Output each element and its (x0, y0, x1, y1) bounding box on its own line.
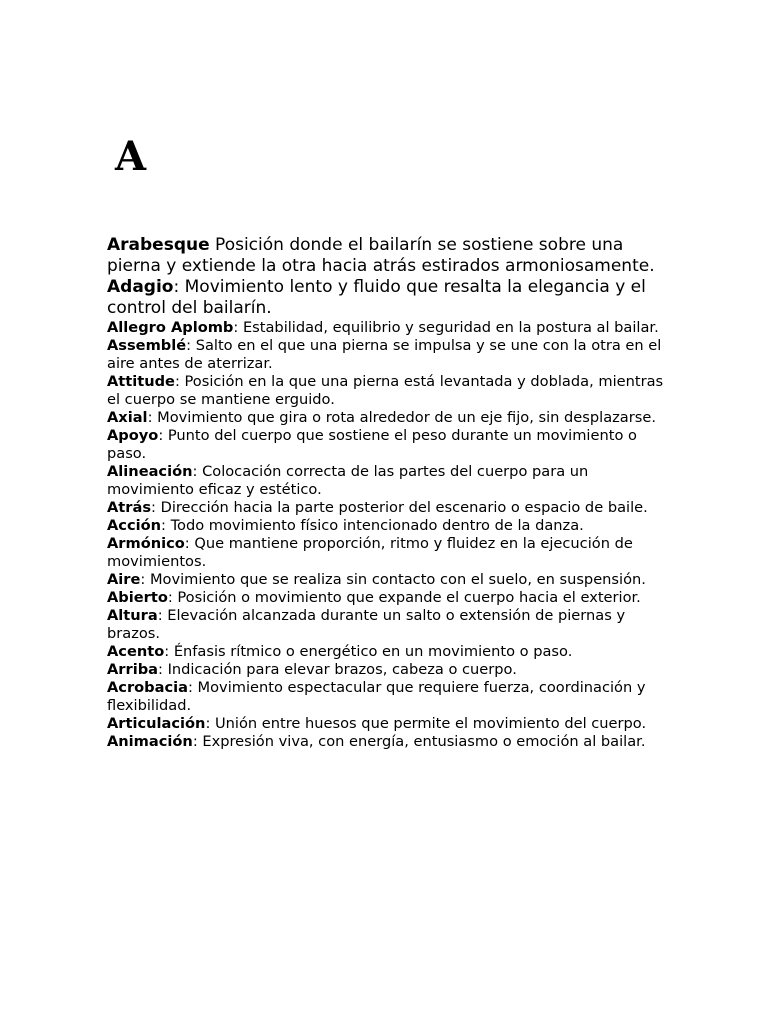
glossary-definition: Énfasis rítmico o energético en un movimiento o paso. (173, 643, 573, 660)
glossary-term: Animación (107, 733, 193, 750)
glossary-term: Arabesque (107, 235, 210, 255)
glossary-entry: Acrobacia: Movimiento espectacular que requiere fuerza, coordinación y flexibilidad. (107, 679, 646, 714)
glossary-term: Axial (107, 409, 148, 426)
glossary-entry: Apoyo: Punto del cuerpo que sostiene el peso durante un movimiento o paso. (107, 427, 637, 462)
glossary-list (107, 235, 667, 751)
glossary-entry: Axial: Movimiento que gira o rota alrededor de un eje fijo, sin desplazarse. (107, 409, 656, 426)
glossary-term: Acrobacia (107, 679, 188, 696)
glossary-definition: Posición en la que una pierna está levantada y doblada, mientras el cuerpo se mantiene erguido. (107, 373, 664, 408)
glossary-definition: Elevación alcanzada durante un salto o extensión de piernas y brazos. (107, 607, 626, 642)
glossary-entry: Acción: Todo movimiento físico intencionado dentro de la danza. (107, 517, 584, 534)
glossary-term: Assemblé (107, 337, 187, 354)
glossary-definition: Unión entre huesos que permite el movimiento del cuerpo. (215, 715, 647, 732)
glossary-definition: Posición donde el bailarín se sostiene sobre una pierna y extiende la otra hacia atrás estirados armoniosamente. (107, 235, 655, 276)
glossary-entry: Assemblé: Salto en el que una pierna se impulsa y se une con la otra en el aire antes de aterrizar. (107, 337, 662, 372)
section-letter-heading: A (115, 133, 147, 180)
glossary-definition: Dirección hacia la parte posterior del escenario o espacio de baile. (160, 499, 648, 516)
glossary-term: Acento (107, 643, 165, 660)
glossary-definition: Colocación correcta de las partes del cuerpo para un movimiento eficaz y estético. (107, 463, 589, 498)
glossary-definition: Movimiento que se realiza sin contacto con el suelo, en suspensión. (149, 571, 646, 588)
glossary-definition: Salto en el que una pierna se impulsa y se une con la otra en el aire antes de aterrizar. (107, 337, 662, 372)
glossary-definition: Expresión viva, con energía, entusiasmo o emoción al bailar. (202, 733, 646, 750)
glossary-definition: Indicación para elevar brazos, cabeza o cuerpo. (167, 661, 517, 678)
glossary-term: Aire (107, 571, 141, 588)
glossary-definition: Movimiento lento y fluido que resalta la elegancia y el control del bailarín. (107, 277, 646, 318)
glossary-entry: Attitude: Posición en la que una pierna está levantada y doblada, mientras el cuerpo se mantiene erguido. (107, 373, 664, 408)
glossary-term: Armónico (107, 535, 185, 552)
glossary-definition: Posición o movimiento que expande el cuerpo hacia el exterior. (177, 589, 641, 606)
glossary-definition: Movimiento que gira o rota alrededor de un eje fijo, sin desplazarse. (157, 409, 656, 426)
glossary-entry: Allegro Aplomb: Estabilidad, equilibrio y seguridad en la postura al bailar. (107, 319, 659, 336)
glossary-term: Adagio (107, 277, 174, 297)
glossary-definition: Movimiento espectacular que requiere fuerza, coordinación y flexibilidad. (107, 679, 646, 714)
glossary-term: Atrás (107, 499, 152, 516)
glossary-definition: Que mantiene proporción, ritmo y fluidez en la ejecución de movimientos. (107, 535, 633, 570)
glossary-entry: Adagio: Movimiento lento y fluido que resalta la elegancia y el control del bailarín. (107, 277, 646, 318)
glossary-term: Acción (107, 517, 162, 534)
glossary-term: Apoyo (107, 427, 159, 444)
glossary-entry: Animación: Expresión viva, con energía, entusiasmo o emoción al bailar. (107, 733, 646, 750)
glossary-entry: Altura: Elevación alcanzada durante un salto o extensión de piernas y brazos. (107, 607, 626, 642)
glossary-term: Articulación (107, 715, 206, 732)
glossary-term: Abierto (107, 589, 168, 606)
glossary-term: Attitude (107, 373, 175, 390)
glossary-definition: Punto del cuerpo que sostiene el peso durante un movimiento o paso. (107, 427, 637, 462)
glossary-entry: Atrás: Dirección hacia la parte posterior del escenario o espacio de baile. (107, 499, 648, 516)
glossary-definition: Estabilidad, equilibrio y seguridad en la postura al bailar. (242, 319, 659, 336)
glossary-entry: Acento: Énfasis rítmico o energético en un movimiento o paso. (107, 643, 573, 660)
glossary-entry: Aire: Movimiento que se realiza sin contacto con el suelo, en suspensión. (107, 571, 646, 588)
glossary-term: Alineación (107, 463, 193, 480)
glossary-entry: Abierto: Posición o movimiento que expande el cuerpo hacia el exterior. (107, 589, 641, 606)
glossary-term: Altura (107, 607, 158, 624)
glossary-entry: Armónico: Que mantiene proporción, ritmo y fluidez en la ejecución de movimientos. (107, 535, 633, 570)
glossary-entry: Articulación: Unión entre huesos que permite el movimiento del cuerpo. (107, 715, 647, 732)
glossary-entry: Arriba: Indicación para elevar brazos, cabeza o cuerpo. (107, 661, 517, 678)
glossary-definition: Todo movimiento físico intencionado dentro de la danza. (170, 517, 584, 534)
glossary-term: Allegro Aplomb (107, 319, 234, 336)
glossary-term: Arriba (107, 661, 158, 678)
glossary-entry (107, 235, 667, 277)
glossary-entry: Alineación: Colocación correcta de las partes del cuerpo para un movimiento eficaz y estético. (107, 463, 589, 498)
